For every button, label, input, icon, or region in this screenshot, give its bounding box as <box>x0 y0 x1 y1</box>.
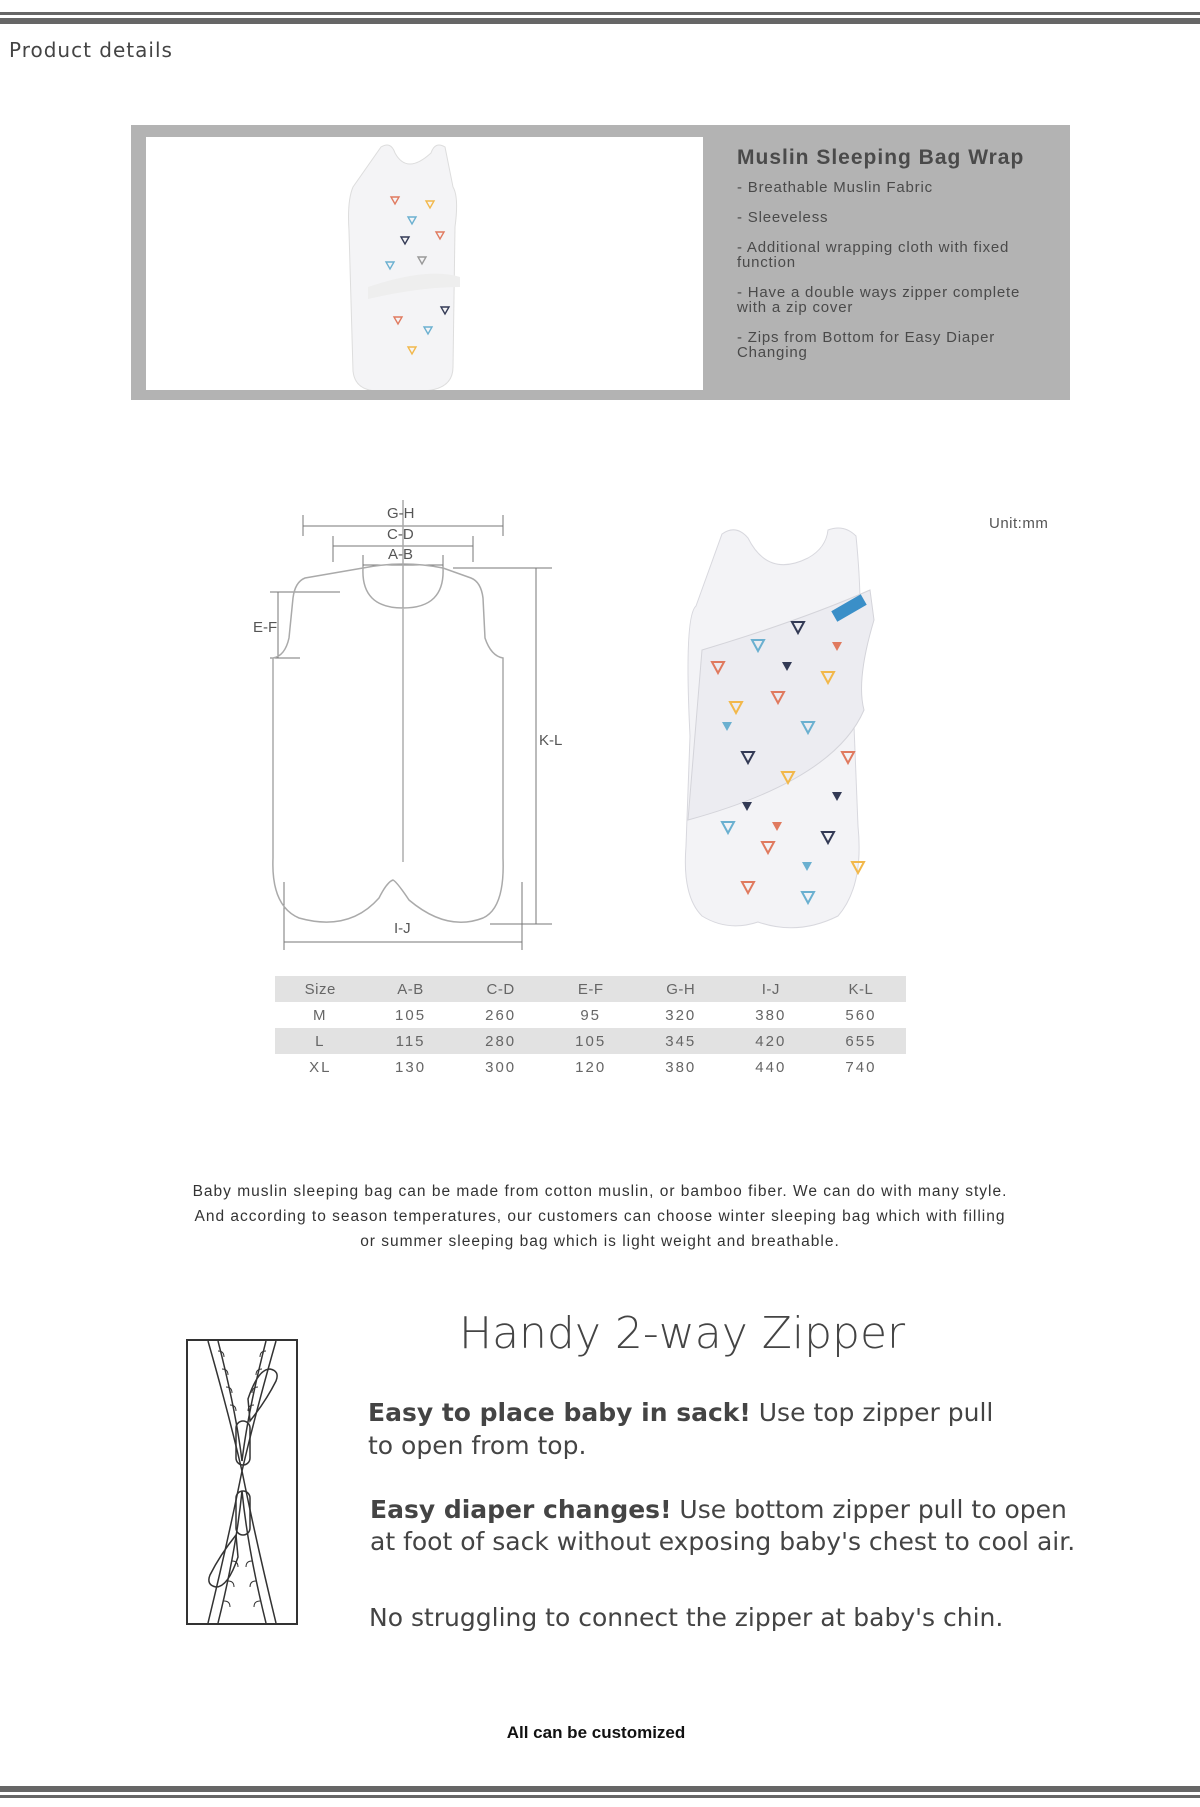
table-cell: 130 <box>395 1058 427 1076</box>
product-photo-thumbnail <box>146 137 703 390</box>
table-header-cell: A-B <box>366 976 456 1002</box>
table-cell: 380 <box>755 1006 787 1024</box>
table-cell: 105 <box>395 1006 427 1024</box>
bottom-rule-thick <box>0 1786 1200 1792</box>
feature-item: - Zips from Bottom for Easy Diaper Changing <box>737 329 996 361</box>
table-header-cell: C-D <box>456 976 546 1002</box>
dimension-label-cd: C-D <box>387 526 414 543</box>
product-info <box>737 147 1037 375</box>
unit-label: Unit:mm <box>989 515 1049 532</box>
table-cell: M <box>313 1006 328 1024</box>
table-cell: 320 <box>665 1006 697 1024</box>
table-header-cell: K-L <box>816 976 906 1002</box>
top-rule <box>0 12 1200 15</box>
size-table <box>275 976 906 1080</box>
table-row <box>275 1054 906 1080</box>
table-cell: 115 <box>366 1028 456 1054</box>
section-title: Product details <box>9 38 173 62</box>
feature-item: - Have a double ways zipper complete with a zip cover <box>737 284 1021 316</box>
table-cell: 95 <box>580 1006 602 1024</box>
zipper-title: Handy 2-way Zipper <box>459 1308 906 1359</box>
table-row <box>275 1028 906 1054</box>
sleeping-bag-thumbnail-image <box>146 137 703 390</box>
table-header-cell: Size <box>275 976 366 1002</box>
top-rule-thick <box>0 18 1200 24</box>
table-cell: 345 <box>636 1028 726 1054</box>
table-cell: XL <box>309 1058 332 1076</box>
description-line: or summer sleeping bag which is light weight and breathable. <box>360 1233 840 1250</box>
measurement-diagram <box>240 500 580 960</box>
zipper-point-2-line-2: at foot of sack without exposing baby's chest to cool air. <box>370 1527 1076 1556</box>
zipper-point-1-line-2: to open from top. <box>368 1431 587 1460</box>
table-cell: 300 <box>485 1058 517 1076</box>
dimension-label-ab: A-B <box>388 546 414 563</box>
zipper-point-2-line-1 <box>370 1495 1067 1524</box>
description-line: Baby muslin sleeping bag can be made from cotton muslin, or bamboo fiber. We can do with many style. <box>192 1183 1008 1200</box>
description-paragraph <box>140 1179 1060 1254</box>
sleeping-bag-product-image <box>682 522 922 932</box>
table-cell: 560 <box>845 1006 877 1024</box>
table-cell: 260 <box>485 1006 517 1024</box>
zipper-icon <box>188 1341 296 1623</box>
table-row <box>275 1002 906 1028</box>
dimension-label-gh: G-H <box>387 505 415 522</box>
zipper-point-1-text: Use top zipper pull <box>750 1398 994 1427</box>
table-cell: 740 <box>845 1058 877 1076</box>
product-title: Muslin Sleeping Bag Wrap <box>737 146 1025 169</box>
zipper-point-1-line-1 <box>368 1398 993 1427</box>
table-cell: 420 <box>726 1028 816 1054</box>
zipper-point-1-heading: Easy to place baby in sack! <box>368 1398 751 1427</box>
zipper-point-3: No struggling to connect the zipper at baby's chin. <box>369 1603 1004 1632</box>
zipper-point-2-text: Use bottom zipper pull to open <box>671 1495 1067 1524</box>
table-header-cell: I-J <box>726 976 816 1002</box>
description-line: And according to season temperatures, our customers can choose winter sleeping bag which with filling <box>194 1208 1006 1225</box>
table-header-cell: G-H <box>636 976 726 1002</box>
zipper-illustration <box>186 1339 298 1625</box>
table-cell: L <box>275 1028 366 1054</box>
feature-item: - Additional wrapping cloth with fixed function <box>737 239 1010 271</box>
dimension-label-ef: E-F <box>253 619 278 636</box>
dimension-label-ij: I-J <box>394 920 411 937</box>
bottom-rule <box>0 1795 1200 1798</box>
feature-item: - Breathable Muslin Fabric <box>737 179 933 196</box>
table-cell: 655 <box>816 1028 906 1054</box>
table-cell: 380 <box>665 1058 697 1076</box>
table-cell: 120 <box>575 1058 607 1076</box>
table-cell: 440 <box>755 1058 787 1076</box>
table-header-cell: E-F <box>546 976 636 1002</box>
table-header-row <box>275 976 906 1002</box>
table-cell: 105 <box>546 1028 636 1054</box>
customization-note: All can be customized <box>506 1723 686 1742</box>
dimension-label-kl: K-L <box>539 732 563 749</box>
feature-item: - Sleeveless <box>737 209 829 226</box>
zipper-point-2-heading: Easy diaper changes! <box>370 1495 672 1524</box>
table-cell: 280 <box>456 1028 546 1054</box>
